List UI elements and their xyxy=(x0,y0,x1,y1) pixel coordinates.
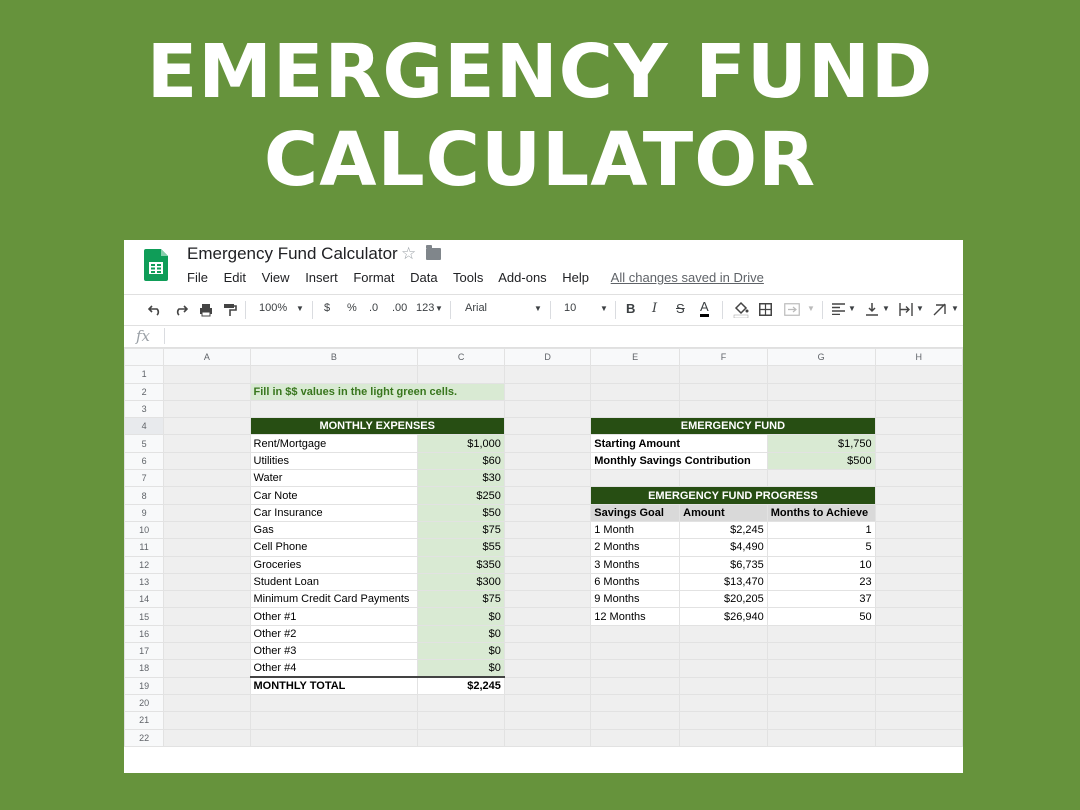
progress-months[interactable]: 50 xyxy=(767,608,875,625)
table-row xyxy=(125,539,963,556)
empty-cell[interactable] xyxy=(875,694,962,711)
progress-months[interactable]: 5 xyxy=(767,539,875,556)
empty-cell[interactable] xyxy=(680,383,768,400)
empty-cell[interactable] xyxy=(875,712,962,729)
vertical-align-icon[interactable] xyxy=(866,303,878,316)
empty-cell[interactable] xyxy=(164,418,250,435)
wrap-dropdown-icon[interactable]: ▼ xyxy=(916,304,924,313)
instruction-note[interactable]: Fill in $$ values in the light green cells. xyxy=(250,383,504,400)
expense-label[interactable]: Groceries xyxy=(250,556,418,573)
empty-cell[interactable] xyxy=(164,400,250,417)
expense-value[interactable]: $75 xyxy=(418,591,505,608)
empty-cell[interactable] xyxy=(250,729,418,746)
text-wrap-icon[interactable] xyxy=(899,303,913,316)
expense-value[interactable]: $55 xyxy=(418,539,505,556)
empty-cell[interactable] xyxy=(875,366,962,383)
row-header[interactable]: 17 xyxy=(125,643,164,660)
zoom-select[interactable]: 100% xyxy=(259,302,288,314)
empty-cell[interactable] xyxy=(504,625,590,642)
text-rotation-icon[interactable] xyxy=(933,303,947,316)
spreadsheet-grid xyxy=(124,348,963,747)
document-title[interactable]: Emergency Fund Calculator xyxy=(187,244,398,263)
expense-value[interactable]: $250 xyxy=(418,487,505,504)
expense-value[interactable]: $75 xyxy=(418,521,505,538)
empty-cell[interactable] xyxy=(680,470,768,487)
monthly-contribution-value[interactable]: $500 xyxy=(767,452,875,469)
undo-icon[interactable] xyxy=(148,304,162,316)
column-header-d[interactable]: D xyxy=(504,349,590,366)
empty-cell[interactable] xyxy=(767,366,875,383)
toolbar xyxy=(124,294,963,326)
banner-title xyxy=(0,28,1080,204)
empty-cell[interactable] xyxy=(875,591,962,608)
progress-amount[interactable]: $20,205 xyxy=(680,591,768,608)
save-status-link[interactable]: All changes saved in Drive xyxy=(610,270,764,285)
number-format-dropdown-icon[interactable]: ▼ xyxy=(435,304,443,313)
table-row xyxy=(125,556,963,573)
empty-cell[interactable] xyxy=(767,643,875,660)
empty-cell[interactable] xyxy=(164,660,250,677)
row-header[interactable]: 3 xyxy=(125,400,164,417)
empty-cell[interactable] xyxy=(767,677,875,694)
progress-goal[interactable]: 12 Months xyxy=(591,608,680,625)
empty-cell[interactable] xyxy=(875,625,962,642)
row-header[interactable]: 20 xyxy=(125,694,164,711)
empty-cell[interactable] xyxy=(504,418,590,435)
progress-amount[interactable]: $4,490 xyxy=(680,539,768,556)
empty-cell[interactable] xyxy=(875,556,962,573)
row-header[interactable]: 14 xyxy=(125,591,164,608)
empty-cell[interactable] xyxy=(875,608,962,625)
table-row xyxy=(125,712,963,729)
number-format-button[interactable]: 123 xyxy=(416,302,435,314)
empty-cell[interactable] xyxy=(164,452,250,469)
empty-cell[interactable] xyxy=(418,712,505,729)
row-header[interactable]: 10 xyxy=(125,521,164,538)
menu-file[interactable]: File xyxy=(187,270,208,285)
progress-goal[interactable]: 9 Months xyxy=(591,591,680,608)
menu-format[interactable]: Format xyxy=(353,270,395,285)
empty-cell[interactable] xyxy=(164,539,250,556)
table-row xyxy=(125,573,963,590)
rotation-dropdown-icon[interactable]: ▼ xyxy=(951,304,959,313)
empty-cell[interactable] xyxy=(164,521,250,538)
empty-cell[interactable] xyxy=(875,677,962,694)
expense-value[interactable]: $0 xyxy=(418,643,505,660)
column-header-f[interactable]: F xyxy=(680,349,768,366)
row-header[interactable]: 1 xyxy=(125,366,164,383)
table-row xyxy=(125,452,963,469)
empty-cell[interactable] xyxy=(164,504,250,521)
menu-edit[interactable]: Edit xyxy=(223,270,246,285)
empty-cell[interactable] xyxy=(250,366,418,383)
empty-cell[interactable] xyxy=(504,452,590,469)
empty-cell[interactable] xyxy=(680,660,768,677)
empty-cell[interactable] xyxy=(680,712,768,729)
align-dropdown-icon[interactable]: ▼ xyxy=(848,304,856,313)
merge-dropdown-icon[interactable]: ▼ xyxy=(807,304,815,313)
row-header[interactable]: 12 xyxy=(125,556,164,573)
table-row xyxy=(125,625,963,642)
row-header[interactable]: 11 xyxy=(125,539,164,556)
bold-button[interactable]: B xyxy=(626,301,636,316)
empty-cell[interactable] xyxy=(164,470,250,487)
progress-column-header[interactable]: Months to Achieve xyxy=(767,504,875,521)
empty-cell[interactable] xyxy=(680,694,768,711)
empty-cell[interactable] xyxy=(875,539,962,556)
font-dropdown-icon[interactable]: ▼ xyxy=(534,304,542,313)
currency-format-button[interactable]: $ xyxy=(324,302,331,314)
empty-cell[interactable] xyxy=(875,452,962,469)
monthly-contribution-label[interactable]: Monthly Savings Contribution xyxy=(591,452,768,469)
empty-cell[interactable] xyxy=(504,435,590,452)
empty-cell[interactable] xyxy=(164,487,250,504)
row-header[interactable]: 16 xyxy=(125,625,164,642)
empty-cell[interactable] xyxy=(504,643,590,660)
expense-value[interactable]: $30 xyxy=(418,470,505,487)
menu-bar xyxy=(187,270,776,285)
expense-label[interactable]: Minimum Credit Card Payments xyxy=(250,591,418,608)
expense-value[interactable]: $0 xyxy=(418,608,505,625)
menu-help[interactable]: Help xyxy=(562,270,590,285)
empty-cell[interactable] xyxy=(591,366,680,383)
menu-data[interactable]: Data xyxy=(410,270,438,285)
table-row xyxy=(125,677,963,694)
row-header[interactable]: 18 xyxy=(125,660,164,677)
table-row xyxy=(125,470,963,487)
empty-cell[interactable] xyxy=(250,400,418,417)
row-header[interactable]: 5 xyxy=(125,435,164,452)
progress-months[interactable]: 10 xyxy=(767,556,875,573)
expense-label[interactable]: Gas xyxy=(250,521,418,538)
expense-value[interactable]: $60 xyxy=(418,452,505,469)
zoom-dropdown-icon[interactable]: ▼ xyxy=(296,304,304,313)
empty-cell[interactable] xyxy=(504,487,590,504)
empty-cell[interactable] xyxy=(164,591,250,608)
empty-cell[interactable] xyxy=(504,366,590,383)
empty-cell[interactable] xyxy=(875,521,962,538)
fund-header[interactable]: EMERGENCY FUND xyxy=(591,418,875,435)
empty-cell[interactable] xyxy=(504,694,590,711)
empty-cell[interactable] xyxy=(164,573,250,590)
merge-cells-icon[interactable] xyxy=(784,303,800,316)
empty-cell[interactable] xyxy=(875,418,962,435)
empty-cell[interactable] xyxy=(164,694,250,711)
row-header[interactable]: 2 xyxy=(125,383,164,400)
empty-cell[interactable] xyxy=(504,729,590,746)
empty-cell[interactable] xyxy=(250,694,418,711)
menu-addons[interactable]: Add-ons xyxy=(498,270,547,285)
empty-cell[interactable] xyxy=(504,677,590,694)
empty-cell[interactable] xyxy=(418,400,505,417)
text-color-button[interactable]: A xyxy=(700,299,709,317)
progress-goal[interactable]: 3 Months xyxy=(591,556,680,573)
increase-decimal-button[interactable]: .00 xyxy=(392,302,408,314)
empty-cell[interactable] xyxy=(591,677,680,694)
empty-cell[interactable] xyxy=(875,435,962,452)
empty-cell[interactable] xyxy=(504,521,590,538)
empty-cell[interactable] xyxy=(504,712,590,729)
star-icon[interactable]: ☆ xyxy=(401,244,417,263)
font-select[interactable]: Arial xyxy=(465,302,488,314)
column-header-a[interactable]: A xyxy=(164,349,250,366)
table-row xyxy=(125,366,963,383)
expense-label[interactable]: Other #3 xyxy=(250,643,418,660)
empty-cell[interactable] xyxy=(591,712,680,729)
monthly-total-value[interactable]: $2,245 xyxy=(418,677,505,694)
starting-amount-value[interactable]: $1,750 xyxy=(767,435,875,452)
empty-cell[interactable] xyxy=(504,591,590,608)
empty-cell[interactable] xyxy=(591,729,680,746)
row-header[interactable]: 15 xyxy=(125,608,164,625)
empty-cell[interactable] xyxy=(875,504,962,521)
empty-cell[interactable] xyxy=(591,470,680,487)
empty-cell[interactable] xyxy=(164,625,250,642)
empty-cell[interactable] xyxy=(418,729,505,746)
empty-cell[interactable] xyxy=(591,660,680,677)
empty-cell[interactable] xyxy=(767,694,875,711)
progress-amount[interactable]: $6,735 xyxy=(680,556,768,573)
empty-cell[interactable] xyxy=(767,660,875,677)
progress-goal[interactable]: 1 Month xyxy=(591,521,680,538)
empty-cell[interactable] xyxy=(164,729,250,746)
empty-cell[interactable] xyxy=(875,400,962,417)
strikethrough-button[interactable]: S xyxy=(676,301,685,316)
empty-cell[interactable] xyxy=(875,487,962,504)
row-header[interactable]: 21 xyxy=(125,712,164,729)
empty-cell[interactable] xyxy=(875,729,962,746)
empty-cell[interactable] xyxy=(680,729,768,746)
empty-cell[interactable] xyxy=(164,677,250,694)
empty-cell[interactable] xyxy=(164,712,250,729)
empty-cell[interactable] xyxy=(504,539,590,556)
empty-cell[interactable] xyxy=(875,660,962,677)
progress-months[interactable]: 1 xyxy=(767,521,875,538)
empty-cell[interactable] xyxy=(591,694,680,711)
progress-amount[interactable]: $13,470 xyxy=(680,573,768,590)
table-row xyxy=(125,435,963,452)
expense-label[interactable]: Student Loan xyxy=(250,573,418,590)
empty-cell[interactable] xyxy=(767,400,875,417)
empty-cell[interactable] xyxy=(875,573,962,590)
italic-button[interactable]: I xyxy=(652,301,658,316)
empty-cell[interactable] xyxy=(418,366,505,383)
sheets-logo-icon xyxy=(144,249,168,281)
print-icon[interactable] xyxy=(199,303,213,317)
expense-value[interactable]: $1,000 xyxy=(418,435,505,452)
progress-column-header[interactable]: Savings Goal xyxy=(591,504,680,521)
table-row xyxy=(125,504,963,521)
table-row xyxy=(125,591,963,608)
table-row xyxy=(125,418,963,435)
empty-cell[interactable] xyxy=(250,712,418,729)
expense-value[interactable]: $300 xyxy=(418,573,505,590)
expenses-header[interactable]: MONTHLY EXPENSES xyxy=(250,418,504,435)
redo-icon[interactable] xyxy=(174,304,188,316)
table-row xyxy=(125,729,963,746)
progress-months[interactable]: 37 xyxy=(767,591,875,608)
column-header-c[interactable]: C xyxy=(418,349,505,366)
column-header-h[interactable]: H xyxy=(875,349,962,366)
progress-amount[interactable]: $2,245 xyxy=(680,521,768,538)
empty-cell[interactable] xyxy=(504,573,590,590)
progress-header[interactable]: EMERGENCY FUND PROGRESS xyxy=(591,487,875,504)
progress-column-header[interactable]: Amount xyxy=(680,504,768,521)
expense-value[interactable]: $0 xyxy=(418,660,505,677)
table-row xyxy=(125,400,963,417)
column-header-e[interactable]: E xyxy=(591,349,680,366)
decrease-decimal-button[interactable]: .0 xyxy=(369,302,379,314)
folder-icon[interactable] xyxy=(426,248,441,260)
column-header-g[interactable]: G xyxy=(767,349,875,366)
expense-label[interactable]: Water xyxy=(250,470,418,487)
empty-cell[interactable] xyxy=(504,383,590,400)
empty-cell[interactable] xyxy=(875,643,962,660)
empty-cell[interactable] xyxy=(767,470,875,487)
fill-color-icon[interactable] xyxy=(733,301,749,318)
row-header[interactable]: 4 xyxy=(125,418,164,435)
row-header[interactable]: 19 xyxy=(125,677,164,694)
empty-cell[interactable] xyxy=(164,608,250,625)
menu-view[interactable]: View xyxy=(261,270,290,285)
table-row xyxy=(125,660,963,677)
table-row xyxy=(125,608,963,625)
row-header[interactable]: 13 xyxy=(125,573,164,590)
menu-insert[interactable]: Insert xyxy=(305,270,338,285)
empty-cell[interactable] xyxy=(680,643,768,660)
empty-cell[interactable] xyxy=(591,643,680,660)
empty-cell[interactable] xyxy=(504,504,590,521)
select-all-corner[interactable] xyxy=(125,349,164,366)
column-header-row xyxy=(125,349,963,366)
row-header[interactable]: 22 xyxy=(125,729,164,746)
empty-cell[interactable] xyxy=(591,383,680,400)
valign-dropdown-icon[interactable]: ▼ xyxy=(882,304,890,313)
horizontal-align-icon[interactable] xyxy=(832,303,845,315)
empty-cell[interactable] xyxy=(680,366,768,383)
empty-cell[interactable] xyxy=(164,435,250,452)
empty-cell[interactable] xyxy=(680,625,768,642)
empty-cell[interactable] xyxy=(875,383,962,400)
table-row xyxy=(125,643,963,660)
table-row xyxy=(125,383,963,400)
monthly-total-label[interactable]: MONTHLY TOTAL xyxy=(250,677,418,694)
expense-value[interactable]: $350 xyxy=(418,556,505,573)
table-row xyxy=(125,694,963,711)
expense-value[interactable]: $0 xyxy=(418,625,505,642)
row-header[interactable]: 8 xyxy=(125,487,164,504)
progress-months[interactable]: 23 xyxy=(767,573,875,590)
row-header[interactable]: 7 xyxy=(125,470,164,487)
paint-format-icon[interactable] xyxy=(223,303,237,317)
spreadsheet-window xyxy=(124,240,963,773)
progress-goal[interactable]: 6 Months xyxy=(591,573,680,590)
empty-cell[interactable] xyxy=(591,625,680,642)
banner-line-2: CALCULATOR xyxy=(263,117,817,203)
row-header[interactable]: 9 xyxy=(125,504,164,521)
expense-label[interactable]: Utilities xyxy=(250,452,418,469)
progress-goal[interactable]: 2 Months xyxy=(591,539,680,556)
banner-line-1: EMERGENCY FUND xyxy=(146,29,934,115)
empty-cell[interactable] xyxy=(504,556,590,573)
expense-label[interactable]: Car Insurance xyxy=(250,504,418,521)
progress-amount[interactable]: $26,940 xyxy=(680,608,768,625)
expense-label[interactable]: Other #2 xyxy=(250,625,418,642)
empty-cell[interactable] xyxy=(680,677,768,694)
empty-cell[interactable] xyxy=(164,366,250,383)
table-row xyxy=(125,521,963,538)
empty-cell[interactable] xyxy=(767,712,875,729)
empty-cell[interactable] xyxy=(767,729,875,746)
empty-cell[interactable] xyxy=(504,470,590,487)
starting-amount-label[interactable]: Starting Amount xyxy=(591,435,768,452)
formula-bar[interactable] xyxy=(124,325,963,348)
empty-cell[interactable] xyxy=(591,400,680,417)
empty-cell[interactable] xyxy=(875,470,962,487)
expense-label[interactable]: Other #4 xyxy=(250,660,418,677)
expense-label[interactable]: Other #1 xyxy=(250,608,418,625)
font-size-dropdown-icon[interactable]: ▼ xyxy=(600,304,608,313)
row-header[interactable]: 6 xyxy=(125,452,164,469)
column-header-b[interactable]: B xyxy=(250,349,418,366)
empty-cell[interactable] xyxy=(164,643,250,660)
expense-label[interactable]: Rent/Mortgage xyxy=(250,435,418,452)
expense-label[interactable]: Car Note xyxy=(250,487,418,504)
expense-label[interactable]: Cell Phone xyxy=(250,539,418,556)
borders-icon[interactable] xyxy=(759,303,772,316)
table-row xyxy=(125,487,963,504)
empty-cell[interactable] xyxy=(767,625,875,642)
empty-cell[interactable] xyxy=(504,608,590,625)
empty-cell[interactable] xyxy=(504,400,590,417)
font-size-select[interactable]: 10 xyxy=(564,302,577,314)
empty-cell[interactable] xyxy=(164,556,250,573)
empty-cell[interactable] xyxy=(680,400,768,417)
empty-cell[interactable] xyxy=(418,694,505,711)
expense-value[interactable]: $50 xyxy=(418,504,505,521)
empty-cell[interactable] xyxy=(164,383,250,400)
menu-tools[interactable]: Tools xyxy=(452,270,484,285)
fx-icon: fx xyxy=(136,327,151,345)
percent-format-button[interactable]: % xyxy=(347,302,357,314)
empty-cell[interactable] xyxy=(767,383,875,400)
empty-cell[interactable] xyxy=(504,660,590,677)
